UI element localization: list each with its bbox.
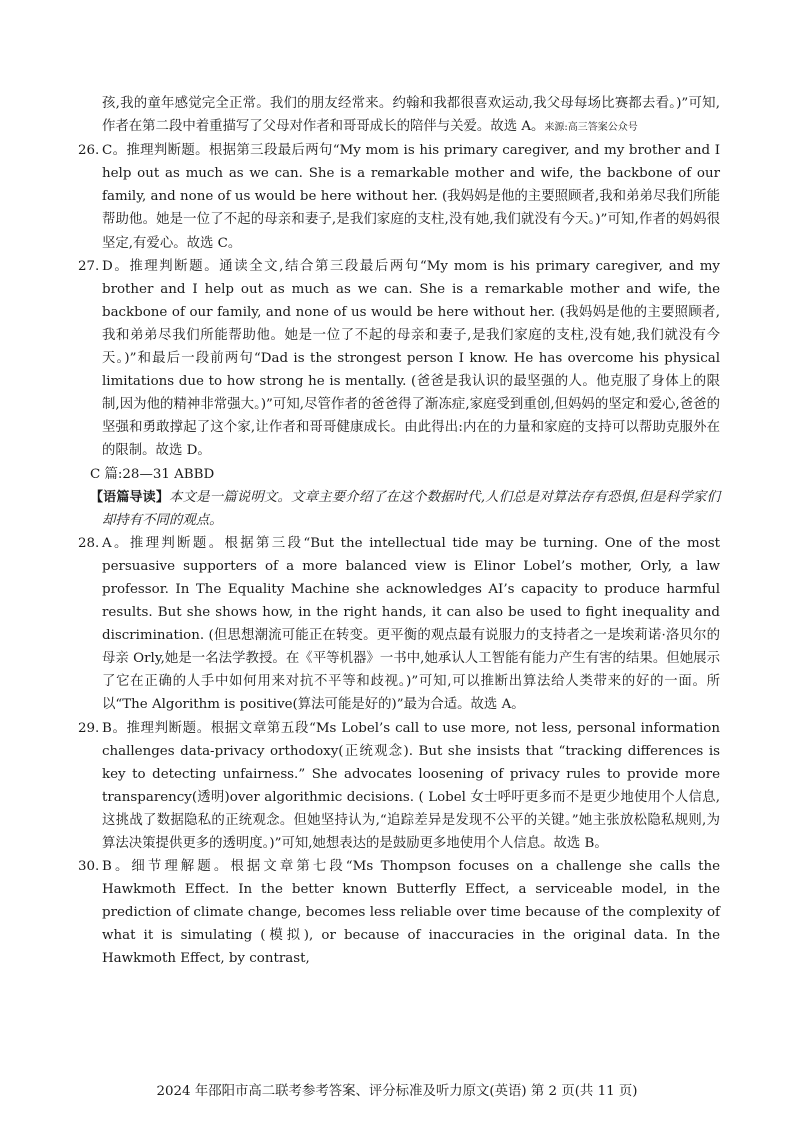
answer-content [78,92,720,971]
item-text: C。推理判断题。根据第三段最后两句“My mom is his primary caregiver, and my brother and I help out as much as we can. She is a remarkable mother and wife, the backbone of our family, and none of us would be here without her. (我妈妈是他的主要照顾者,我和弟弟尽我们所能帮助他。她是一位了不起的母亲和妻子,是我们家庭的支柱,没有她,我们就没有今天。)”可知,作者的妈妈很坚定,有爱心。故选 C。 [102,143,720,251]
item-text: A。推理判断题。根据第三段“But the intellectual tide may be turning. One of the most persuasive supporters of a more balanced view is Elinor Lobel’s mother, Orly, a law professor. In The Equality Machine she acknowledges AI’s capacity to produce harmful results. But she shows how, in the right hands, it can also be used to fight inequality and discrimination. (但思想潮流可能正在转变。更平衡的观点最有说服力的支持者之一是埃莉诺·洛贝尔的母亲 Orly,她是一名法学教授。在《平等机器》一书中,她承认人工智能有能力产生有害的结果。但她展示了它在正确的人手中如何用来对抗不平等和歧视。)”可知,可以推断出算法给人类带来的好的一面。所以“The Algorithm is positive(算法可能是好的)”最为合适。故选 A。 [102,535,720,713]
item-text: D。推理判断题。通读全文,结合第三段最后两句“My mom is his primary caregiver, and my brother and I help out as much as we can. She is a remarkable mother and wife, the backbone of our family, and none of us would be here without her. (我妈妈是他的主要照顾者,我和弟弟尽我们所能帮助他。她是一位了不起的母亲和妻子,是我们家庭的支柱,没有她,我们就没有今天。)”和最后一段前两句“Dad is the strongest person I know. He has overcome his physical limitations due to how strong he is mentally. (爸爸是我认识的最坚强的人。他克服了身体上的限制,因为他的精神非常强大。)”可知,尽管作者的爸爸得了渐冻症,家庭受到重创,但妈妈的坚定和爱心,爸爸的坚强和勇敢撑起了这个家,让作者和哥哥健康成长。由此得出:内在的力量和家庭的支持可以帮助克服外在的限制。故选 D。 [102,258,720,459]
answer-item-27 [78,255,720,463]
answer-item-28 [78,532,720,717]
reading-guide [90,486,720,532]
continuation-paragraph [90,92,720,139]
item-number: 27. [78,258,100,274]
page-footer: 2024 年邵阳市高二联考参考答案、评分标准及听力原文(英语) 第 2 页(共 11 页) [156,1084,638,1099]
source-note: 来源:高三答案公众号 [544,122,638,134]
answer-item-26 [78,139,720,254]
answer-item-30 [78,855,720,970]
item-number: 30. [78,859,100,875]
item-text: B。推理判断题。根据文章第五段“Ms Lobel’s call to use more, not less, personal information challenges data-privacy orthodoxy(正统观念). But she insists that “tracking differences is key to detecting unfairness.” She advocates loosening of privacy rules to provide more transparency(透明)over algorithmic decisions. ( Lobel 女士呼吁更多而不是更少地使用个人信息,这挑战了数据隐私的正统观念。但她坚持认为,“追踪差异是发现不公平的关键。”她主张放松隐私规则,为算法决策提供更多的透明度。)”可知,她想表达的是鼓励更多地使用个人信息。故选 B。 [102,720,720,851]
item-number: 26. [78,143,100,159]
item-number: 28. [78,535,100,551]
section-block [90,463,720,486]
item-text: B。细节理解题。根据文章第七段“Ms Thompson focuses on a challenge she calls the Hawkmoth Effect. In the better known Butterfly Effect, a serviceable model, in the prediction of climate change, becomes less reliable over time because of the complexity of what it is simulating (模拟), or because of inaccuracies in the original data. In the Hawkmoth Effect, by contrast, [102,859,720,967]
section-heading: C 篇:28—31 ABBD [90,466,215,482]
answer-item-29 [78,717,720,856]
guide-tag: 【语篇导读】 [90,489,170,505]
continuation-text: 孩,我的童年感觉完全正常。我们的朋友经常来。约翰和我都很喜欢运动,我父母每场比赛都去看。)”可知,作者在第二段中着重描写了父母对作者和哥哥成长的陪伴与关爱。故选 A。 [102,96,720,135]
guide-text: 本文是一篇说明文。文章主要介绍了在这个数据时代,人们总是对算法存有恐惧,但是科学家们却持有不同的观点。 [102,489,720,528]
item-number: 29. [78,720,100,736]
